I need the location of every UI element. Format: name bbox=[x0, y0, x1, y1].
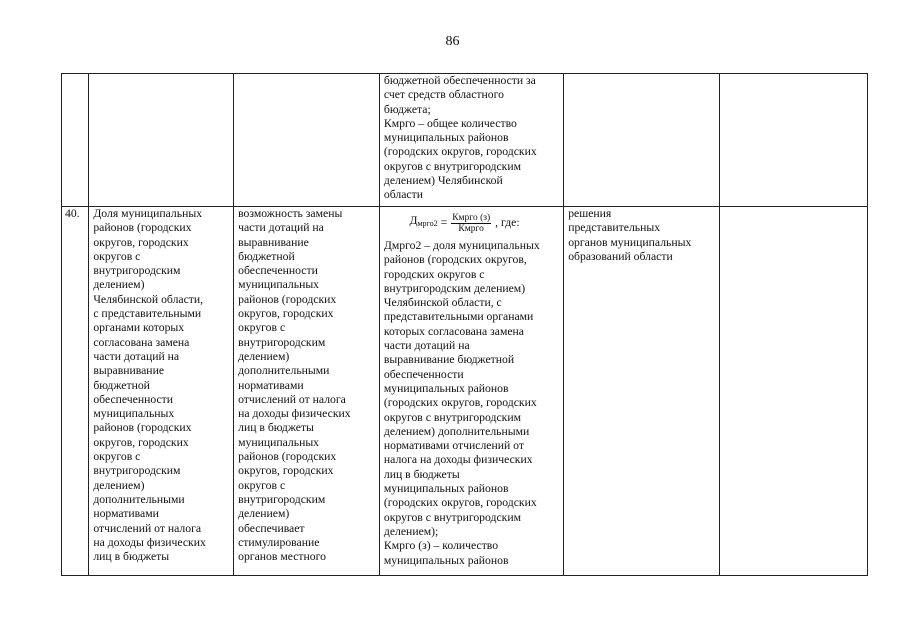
text-line: обеспечивает bbox=[238, 521, 305, 535]
text-line: внутригородским делением) bbox=[383, 281, 526, 295]
text-line: муниципальных районов bbox=[383, 381, 509, 395]
text-line: Челябинской области, с bbox=[383, 296, 502, 310]
row-number-cell bbox=[62, 74, 89, 207]
text-line: обеспеченности bbox=[93, 392, 174, 406]
text-line: (городских округов, городских bbox=[383, 396, 537, 410]
text-line: муниципальных районов bbox=[383, 131, 509, 145]
text-line: обеспеченности bbox=[238, 264, 318, 278]
text-line: округов, городских bbox=[238, 307, 334, 321]
text-line: лиц в бюджеты bbox=[93, 550, 170, 564]
text-line: бюджетной обеспеченности за bbox=[383, 74, 536, 87]
text-line: (городских округов, городских bbox=[383, 145, 537, 159]
text-line: представительными органами bbox=[383, 310, 534, 324]
text-line: дополнительными bbox=[238, 364, 330, 378]
page-number: 86 bbox=[445, 34, 460, 49]
text-line: делением); bbox=[383, 524, 439, 538]
text-line: лиц в бюджеты bbox=[383, 467, 460, 481]
text-line: стимулирование bbox=[238, 535, 320, 549]
text-line: нормативами отчислений от bbox=[383, 439, 524, 453]
text-line: Кмрго – общее количество bbox=[383, 116, 517, 130]
text-line: счет средств областного bbox=[383, 88, 504, 102]
text-line: отчислений от налога bbox=[93, 521, 202, 535]
text-line: внутригородским bbox=[93, 464, 181, 478]
extra-cell bbox=[720, 74, 868, 207]
formula-suffix: , где: bbox=[495, 215, 520, 229]
text-line: внутригородским bbox=[238, 335, 326, 349]
formula-fraction bbox=[451, 213, 491, 234]
indicator-name-cell bbox=[89, 74, 234, 207]
text-line: Дмрго2 – доля муниципальных bbox=[383, 239, 540, 252]
table-row bbox=[62, 74, 868, 207]
text-line: выравнивание bbox=[238, 235, 309, 249]
text-line: выравнивание bbox=[93, 364, 165, 378]
text-line: районов (городских bbox=[93, 221, 192, 235]
text-line: органов муниципальных bbox=[568, 235, 692, 249]
text-line: районов (городских bbox=[93, 421, 192, 435]
text-line: делением) дополнительными bbox=[383, 424, 530, 438]
calculation-method-cell bbox=[379, 74, 563, 207]
text-line: муниципальных районов bbox=[383, 553, 509, 567]
indicator-purpose-cell bbox=[234, 74, 380, 207]
data-source-cell bbox=[564, 207, 720, 576]
text-line: бюджетной bbox=[93, 378, 150, 392]
text-line: дополнительными bbox=[93, 492, 185, 506]
text-line: бюджета; bbox=[383, 102, 431, 116]
text-line: районов (городских округов, bbox=[383, 253, 527, 267]
text-line: внутригородским bbox=[93, 264, 181, 278]
text-line: округов с bbox=[93, 450, 141, 464]
text-line: бюджетной bbox=[238, 249, 295, 263]
text-line: лиц в бюджеты bbox=[238, 421, 314, 435]
text-line: органов местного bbox=[238, 550, 326, 564]
text-line: делением) bbox=[93, 478, 145, 492]
text-line: округов с bbox=[93, 249, 141, 263]
text-line: муниципальных bbox=[238, 435, 320, 449]
text-line: делением) Челябинской bbox=[383, 174, 503, 188]
text-line: которых согласована замена bbox=[383, 324, 524, 338]
table-row bbox=[62, 207, 868, 576]
text-line: Доля муниципальных bbox=[93, 207, 203, 220]
formula bbox=[379, 211, 559, 235]
text-line: делением) bbox=[238, 507, 290, 521]
text-line: обеспеченности bbox=[383, 367, 464, 381]
formula-lhs: $Д_{мрго2}$ bbox=[409, 214, 438, 229]
text-line: делением) bbox=[238, 349, 290, 363]
text-line: на доходы физических bbox=[93, 535, 206, 549]
indicators-table bbox=[61, 73, 868, 576]
indicator-purpose-cell bbox=[234, 207, 380, 576]
text-line: округов с внутригородским bbox=[383, 159, 521, 173]
text-line: муниципальных районов bbox=[383, 482, 509, 496]
text-line: области bbox=[383, 188, 423, 202]
text-line: городских округов с bbox=[383, 267, 485, 281]
formula-equals: = bbox=[440, 215, 448, 229]
indicator-name-cell bbox=[89, 207, 234, 576]
text-line: части дотаций на bbox=[383, 339, 470, 353]
text-line: части дотаций на bbox=[238, 221, 324, 235]
text-line: части дотаций на bbox=[93, 349, 180, 363]
text-line: районов (городских bbox=[238, 450, 337, 464]
text-line: возможность замены bbox=[238, 207, 343, 220]
text-line: округов с bbox=[238, 478, 286, 492]
text-line: округов, городских bbox=[93, 435, 189, 449]
text-line: муниципальных bbox=[93, 407, 175, 421]
text-line: представительных bbox=[568, 221, 661, 235]
text-line: округов с bbox=[238, 321, 286, 335]
text-line: делением) bbox=[93, 278, 145, 292]
text-line: согласована замена bbox=[93, 335, 190, 349]
text-line: с представительными bbox=[93, 307, 202, 321]
text-line: внутригородским bbox=[238, 492, 326, 506]
text-line: округов с внутригородским bbox=[383, 510, 521, 524]
text-line: на доходы физических bbox=[238, 407, 351, 421]
text-line: (городских округов, городских bbox=[383, 496, 537, 510]
text-line: округов, городских bbox=[238, 464, 334, 478]
text-line: муниципальных bbox=[238, 278, 320, 292]
formula-numerator: Кмрго (з) bbox=[452, 212, 491, 223]
text-line: отчислений от налога bbox=[238, 392, 346, 406]
text-line: выравнивание бюджетной bbox=[383, 353, 515, 367]
text-line: округов с внутригородским bbox=[383, 410, 521, 424]
row-number-cell: 40. bbox=[62, 207, 89, 576]
data-source-cell bbox=[564, 74, 720, 207]
text-line: решения bbox=[568, 207, 612, 220]
calculation-method-cell bbox=[379, 207, 563, 576]
text-line: Кмрго (з) – количество bbox=[383, 539, 499, 553]
text-line: органами которых bbox=[93, 321, 185, 335]
text-line: нормативами bbox=[93, 507, 159, 521]
extra-cell bbox=[720, 207, 868, 576]
text-line: образований области bbox=[568, 249, 673, 263]
text-line: нормативами bbox=[238, 378, 304, 392]
formula-denominator: Кмрго bbox=[458, 223, 484, 234]
text-line: районов (городских bbox=[238, 292, 337, 306]
text-line: налога на доходы физических bbox=[383, 453, 533, 467]
text-line: округов, городских bbox=[93, 235, 189, 249]
text-line: Челябинской области, bbox=[93, 292, 204, 306]
